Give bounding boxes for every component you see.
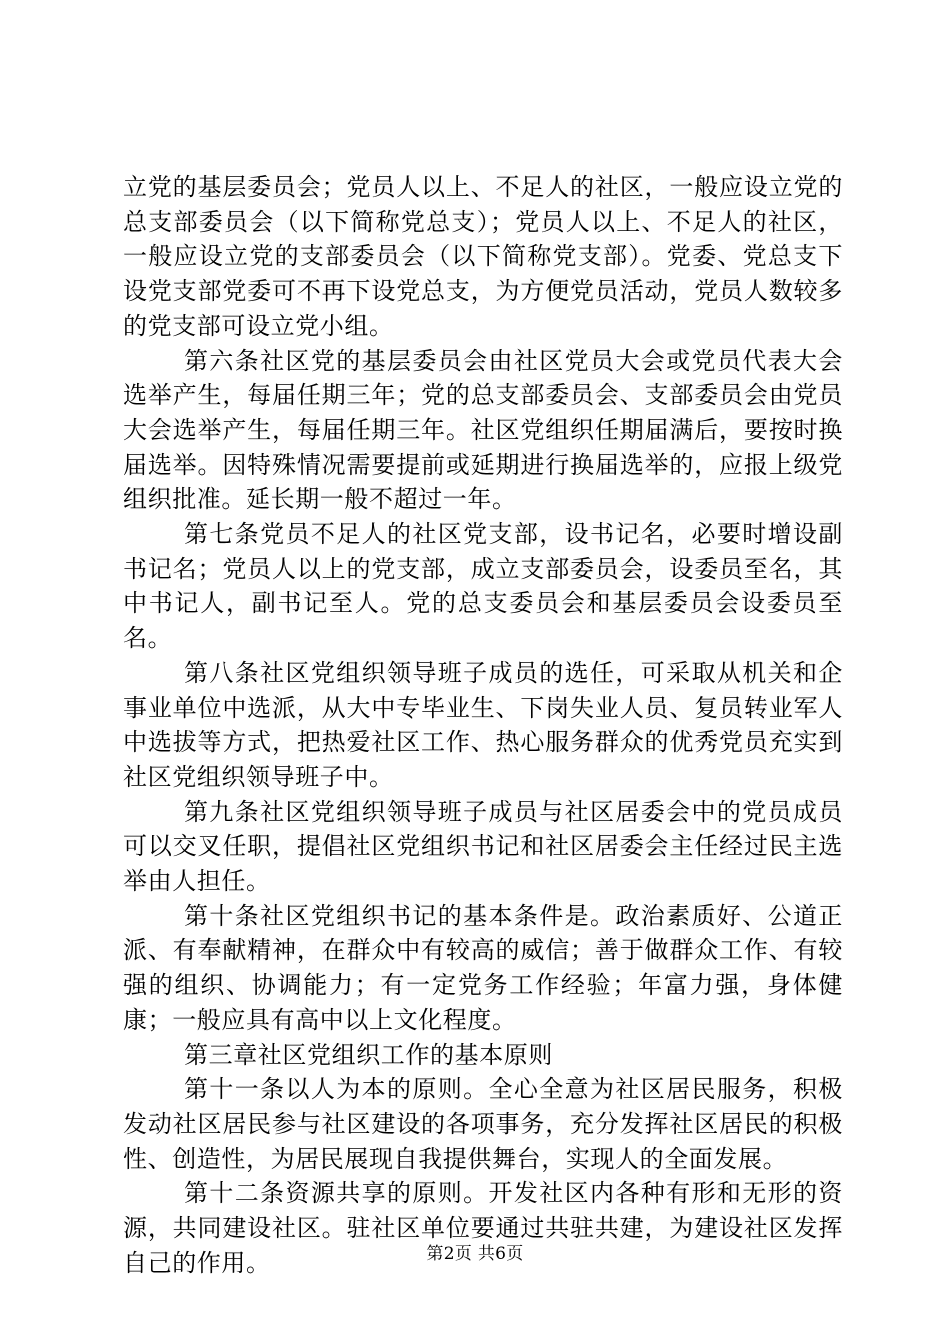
document-body (123, 170, 843, 1281)
paragraph-article-8: 第八条社区党组织领导班子成员的选任，可采取从机关和企事业单位中选派，从大中专毕业生、下岗失业人员、复员转业军人中选拔等方式，把热爱社区工作、热心服务群众的优秀党员充实到社区党组织领导班子中。 (123, 658, 843, 791)
page-number-footer: 第2页 共6页 (426, 1244, 524, 1264)
paragraph-article-7: 第七条党员不足人的社区党支部，设书记名，必要时增设副书记名；党员人以上的党支部，成立支部委员会，设委员至名，其中书记人，副书记至人。党的总支委员会和基层委员会设委员至名。 (123, 520, 843, 653)
paragraph-article-11: 第十一条以人为本的原则。全心全意为社区居民服务，积极发动社区居民参与社区建设的各项事务，充分发挥社区居民的积极性、创造性，为居民展现自我提供舞台，实现人的全面发展。 (123, 1075, 843, 1173)
paragraph-article-6: 第六条社区党的基层委员会由社区党员大会或党员代表大会选举产生，每届任期三年；党的总支部委员会、支部委员会由党员大会选举产生，每届任期三年。社区党组织任期届满后，要按时换届选举。因特殊情况需要提前或延期进行换届选举的，应报上级党组织批准。延长期一般不超过一年。 (123, 346, 843, 514)
paragraph-article-10: 第十条社区党组织书记的基本条件是。政治素质好、公道正派、有奉献精神，在群众中有较高的威信；善于做群众工作、有较强的组织、协调能力；有一定党务工作经验；年富力强，身体健康；一般应具有高中以上文化程度。 (123, 901, 843, 1034)
chapter-3-heading: 第三章社区党组织工作的基本原则 (184, 1040, 553, 1069)
paragraph-article-12: 第十二条资源共享的原则。开发社区内各种有形和无形的资源，共同建设社区。驻社区单位要通过共驻共建，为建设社区发挥自己的作用。 (123, 1179, 843, 1277)
paragraph-article-9: 第九条社区党组织领导班子成员与社区居委会中的党员成员可以交叉任职，提倡社区党组织书记和社区居委会主任经过民主选举由人担任。 (123, 797, 843, 896)
paragraph-continuation: 立党的基层委员会；党员人以上、不足人的社区，一般应设立党的总支部委员会（以下简称党总支）；党员人以上、不足人的社区，一般应设立党的支部委员会（以下简称党支部）。党委、党总支下设党支部党委可不再下设党总支，为方便党员活动，党员人数较多的党支部可设立党小组。 (123, 173, 843, 340)
